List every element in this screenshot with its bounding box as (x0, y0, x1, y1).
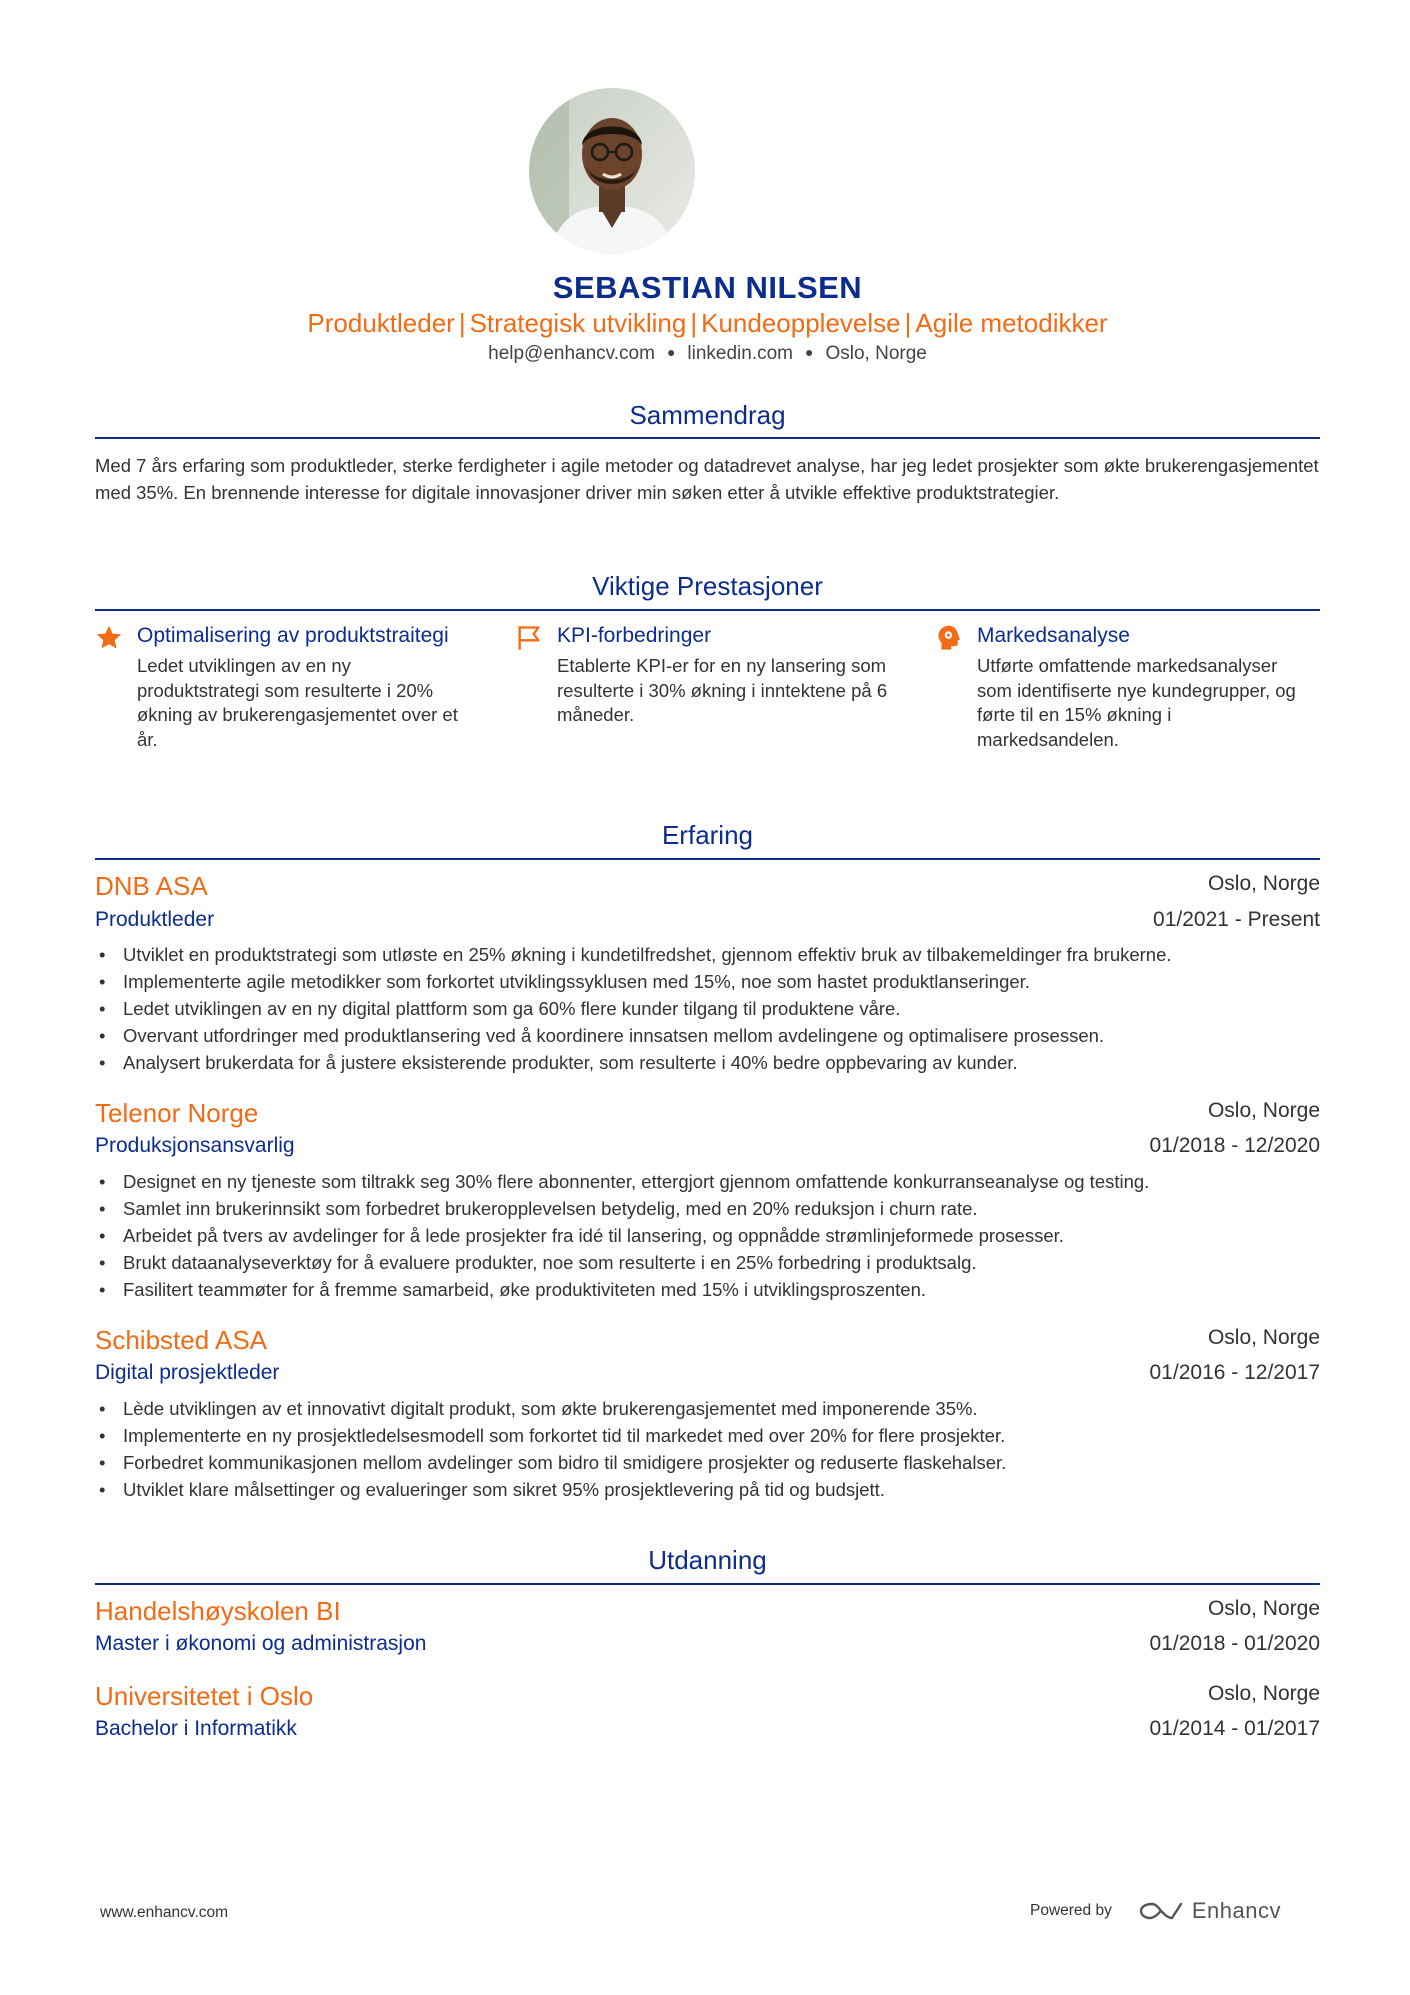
list-item: • Ledet utviklingen av en ny digital plattform som ga 60% flere kunder tilgang til produktene våre. (95, 995, 1320, 1022)
job-title: Produksjonsansvarlig (95, 1134, 295, 1157)
powered-by-label: Powered by (1030, 1902, 1112, 1919)
section-divider (95, 1583, 1320, 1585)
headline-item: Kundeopplevelse (701, 308, 901, 338)
list-item: • Implementerte en ny prosjektledelsesmodell som forkortet tid til markedet med over 20% for flere prosjekter. (95, 1422, 1320, 1449)
job-title: Digital prosjektleder (95, 1361, 280, 1384)
section-divider (95, 609, 1320, 611)
location-text: Oslo, Norge (825, 343, 927, 364)
degree: Master i økonomi og administrasjon (95, 1632, 427, 1655)
contact-info (95, 343, 1320, 365)
list-item: • Samlet inn brukerinnsikt som forbedret brukeropplevelsen betydelig, med en 20% reduksjon i churn rate. (95, 1195, 1320, 1222)
enhancv-logo-text: Enhancv (1191, 1898, 1281, 1923)
profile-photo (529, 88, 695, 254)
star-icon (95, 624, 123, 652)
job-location: Oslo, Norge (1207, 1326, 1320, 1349)
section-divider (95, 437, 1320, 439)
job-bullets (95, 941, 1320, 1076)
profile-photo-illustration (529, 88, 695, 254)
headline-separator: | (458, 308, 466, 338)
company-name: Schibsted ASA (95, 1325, 267, 1355)
degree: Bachelor i Informatikk (95, 1717, 297, 1740)
achievement-title: KPI-forbedringer (557, 624, 712, 647)
flag-icon (515, 624, 543, 652)
job-dates: 01/2016 - 12/2017 (1149, 1361, 1320, 1384)
list-item: • Utviklet en produktstrategi som utløste en 25% økning i kundetilfredshet, gjennom effektiv bruk av tilbakemeldinger fra brukerne. (95, 941, 1320, 968)
job-bullets (95, 1395, 1320, 1503)
footer-branding (1030, 1898, 1281, 1924)
achievement-item (95, 622, 475, 752)
education-dates: 01/2018 - 01/2020 (1149, 1632, 1320, 1655)
section-divider (95, 858, 1320, 860)
list-item: • Lède utviklingen av et innovativt digitalt produkt, som økte brukerengasjementet med imponerende 35%. (95, 1395, 1320, 1422)
enhancv-logo-icon (1138, 1900, 1184, 1922)
job-dates: 01/2018 - 12/2020 (1149, 1134, 1320, 1157)
education-dates: 01/2014 - 01/2017 (1149, 1717, 1320, 1740)
company-name: DNB ASA (95, 871, 208, 901)
list-item: • Implementerte agile metodikker som forkortet utviklingssyklusen med 15%, noe som hastet produktlanseringer. (95, 968, 1320, 995)
list-item: • Arbeidet på tvers av avdelinger for å lede prosjekter fra idé til lansering, og oppnådde strømlinjeformede prosesser. (95, 1222, 1320, 1249)
school-name: Universitetet i Oslo (95, 1681, 314, 1711)
candidate-name: SEBASTIAN NILSEN (552, 270, 863, 305)
school-name: Handelshøyskolen BI (95, 1596, 341, 1626)
list-item: • Analysert brukerdata for å justere eksisterende produkter, som resulterte i 40% bedre oppbevaring av kunder. (95, 1049, 1320, 1076)
email-link[interactable]: help@enhancv.com (488, 343, 655, 364)
education-heading: Utdanning (648, 1545, 767, 1575)
school-location: Oslo, Norge (1207, 1682, 1320, 1705)
achievement-title: Optimalisering av produktstraitegi (137, 624, 449, 647)
job-dates: 01/2021 - Present (1153, 908, 1320, 931)
school-location: Oslo, Norge (1207, 1597, 1320, 1620)
headline (95, 308, 1320, 339)
headline-item: Strategisk utvikling (469, 308, 687, 338)
job-bullets (95, 1168, 1320, 1303)
list-item: • Overvant utfordringer med produktlansering ved å koordinere innsatsen mellom avdelingene og optimalisere prosessen. (95, 1022, 1320, 1049)
job-location: Oslo, Norge (1207, 1099, 1320, 1122)
list-item: • Designet en ny tjeneste som tiltrakk seg 30% flere abonnenter, ettergjort gjennom omfattende konkurranseanalyse og testing. (95, 1168, 1320, 1195)
summary-heading: Sammendrag (629, 400, 786, 430)
achievement-text: Etablerte KPI-er for en ny lansering som resulterte i 30% økning i inntektene på 6 måneder. (557, 655, 888, 725)
contact-separator: ● (805, 344, 814, 360)
linkedin-link[interactable]: linkedin.com (687, 343, 794, 364)
achievement-title: Markedsanalyse (977, 624, 1130, 647)
job-title: Produktleder (95, 908, 215, 931)
achievement-item (935, 622, 1315, 752)
headline-separator: | (690, 308, 698, 338)
list-item: • Fasilitert teammøter for å fremme samarbeid, øke produktiviteten med 15% i utviklingsproszenten. (95, 1276, 1320, 1303)
enhancv-logo[interactable] (1138, 1898, 1281, 1924)
list-item: • Utviklet klare målsettinger og evalueringer som sikret 95% prosjektlevering på tid og budsjett. (95, 1476, 1320, 1503)
achievement-text: Ledet utviklingen av en ny produktstrategi som resulterte i 20% økning av brukerengasjementet over et år. (137, 655, 458, 750)
job-location: Oslo, Norge (1207, 872, 1320, 895)
achievement-item (515, 622, 895, 728)
head-brain-icon (935, 624, 963, 652)
footer-website-link[interactable]: www.enhancv.com (100, 1904, 229, 1921)
contact-separator: ● (666, 344, 676, 360)
list-item: • Forbedret kommunikasjonen mellom avdelinger som bidro til smidigere prosjekter og reduserte flaskehalser. (95, 1449, 1320, 1476)
experience-heading: Erfaring (661, 820, 754, 850)
achievement-text: Utførte omfattende markedsanalyser som identifiserte nye kundegrupper, og førte til en 15% økning i markedsandelen. (977, 655, 1296, 750)
achievements-heading: Viktige Prestasjoner (592, 571, 823, 601)
summary-text: Med 7 års erfaring som produktleder, sterke ferdigheter i agile metoder og datadrevet analyse, har jeg ledet prosjekter som økte brukerengasjementet med 35%. En brennende interesse for digitale innovasjoner driver min søken etter å utvikle effektive produktstrategier. (95, 455, 1319, 503)
headline-item: Produktleder (307, 308, 455, 338)
headline-separator: | (904, 308, 912, 338)
headline-item: Agile metodikker (915, 308, 1108, 338)
list-item: • Brukt dataanalyseverktøy for å evaluere produkter, noe som resulterte i en 25% forbedring i produktsalg. (95, 1249, 1320, 1276)
company-name: Telenor Norge (95, 1098, 259, 1128)
